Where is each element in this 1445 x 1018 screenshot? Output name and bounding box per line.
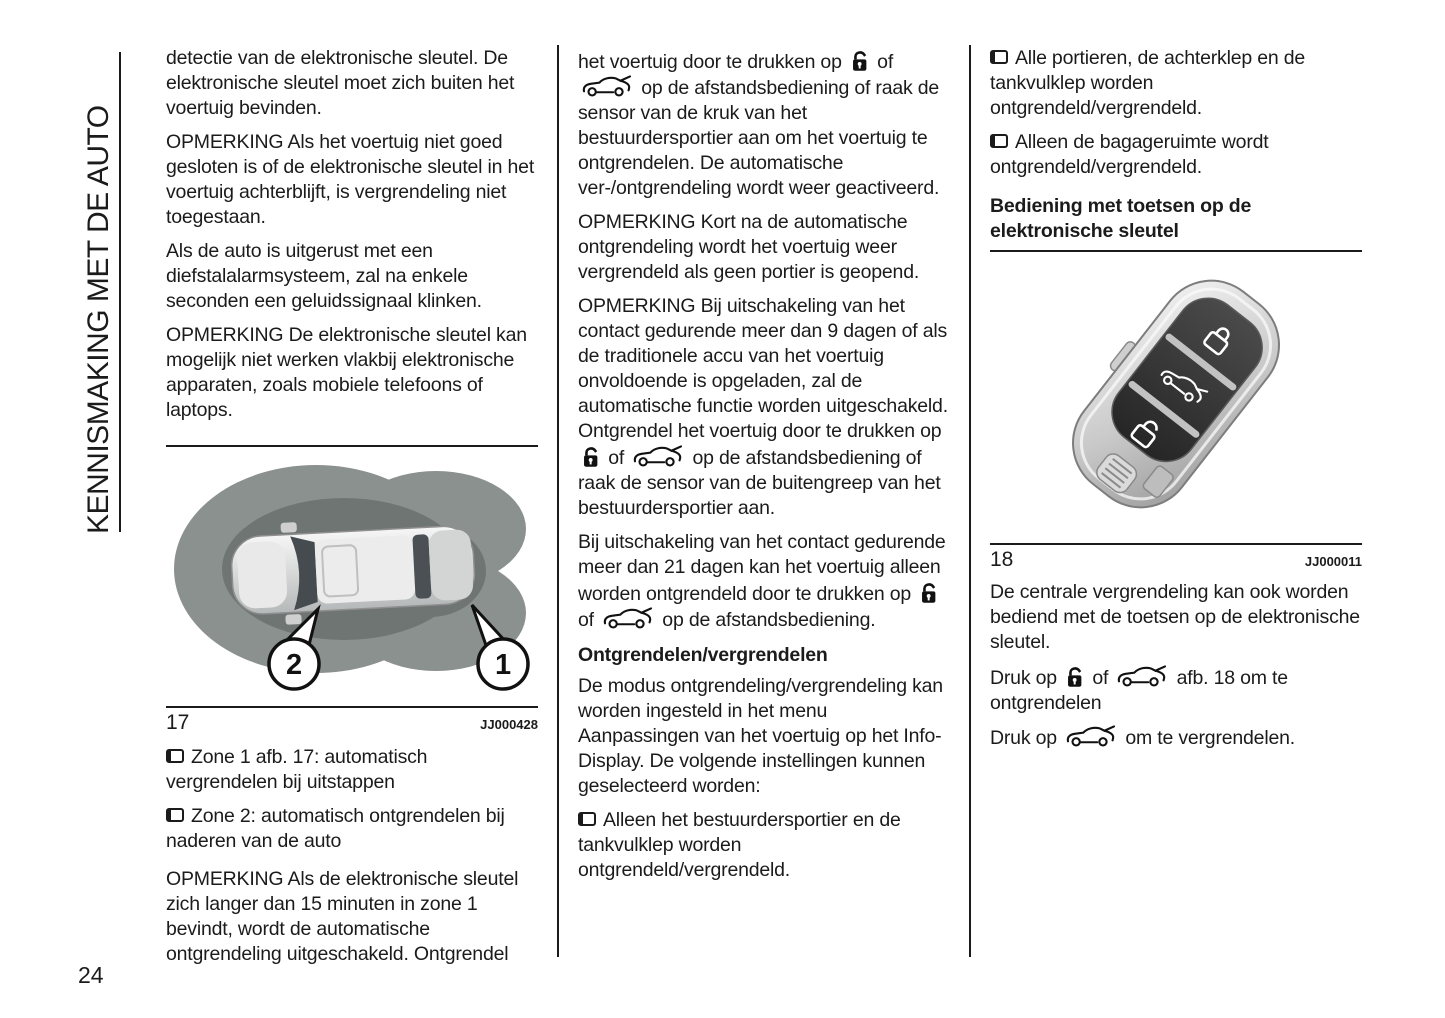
svg-text:1: 1 bbox=[495, 649, 511, 681]
note-paragraph bbox=[578, 294, 950, 521]
figure-caption bbox=[990, 547, 1362, 574]
list-item-text: Alleen het bestuurdersportier en de tankvulklep worden ontgrendeld/vergrendeld. bbox=[578, 809, 901, 881]
unlock-icon bbox=[580, 444, 601, 470]
car-remote-icon bbox=[602, 607, 654, 630]
section-heading: Bediening met toetsen op de elektronische sleutel bbox=[990, 195, 1252, 242]
list-item bbox=[166, 804, 538, 854]
text-segment: Bij uitschakeling van het contact gedurende meer dan 21 dagen kan het voertuig alleen worden ontgrendeld door te drukken op bbox=[578, 531, 946, 605]
unlock-icon bbox=[849, 48, 870, 74]
text-segment: of bbox=[603, 447, 630, 469]
text-segment: op de afstandsbediening. bbox=[657, 609, 876, 631]
text-segment: op de afstandsbediening of raak de sensor van de buitengreep van het bestuurdersportier aan. bbox=[578, 447, 941, 519]
list-item bbox=[166, 745, 538, 795]
paragraph bbox=[578, 530, 950, 633]
section-heading: Ontgrendelen/vergrendelen bbox=[578, 644, 828, 666]
figure-number: 18 bbox=[990, 548, 1014, 571]
text-segment: Druk op bbox=[990, 727, 1063, 749]
figure-bottom-rule bbox=[990, 543, 1362, 545]
key-fob-body bbox=[1046, 258, 1300, 528]
figure-18-key-illustration bbox=[990, 252, 1362, 543]
list-item-text: Zone 2: automatisch ontgrendelen bij naderen van de auto bbox=[166, 805, 505, 852]
text-segment: of bbox=[871, 51, 894, 73]
square-bullet-icon bbox=[166, 749, 184, 763]
paragraph bbox=[578, 48, 950, 201]
list-item bbox=[990, 46, 1362, 121]
figure-caption bbox=[166, 710, 538, 737]
figure-17 bbox=[166, 445, 538, 737]
note-paragraph: OPMERKING Als het voertuig niet goed gesloten is of de elektronische sleutel in het voertuig achterblijft, is vergrendeling niet toegestaan. bbox=[166, 131, 535, 228]
paragraph: De modus ontgrendeling/vergrendeling kan worden ingesteld in het menu Aanpassingen van het voertuig op het Info-Display. De volgende instellingen kunnen geselecteerd worden: bbox=[578, 675, 943, 797]
text-segment: op de afstandsbediening of raak de sensor van de kruk van het bestuurdersportier aan om het voertuig te ontgrendelen. De automatische ver-/ontgrendeling wordt weer geactiveerd. bbox=[578, 77, 940, 199]
paragraph: detectie van de elektronische sleutel. De elektronische sleutel moet zich buiten het voertuig bevinden. bbox=[166, 47, 515, 119]
figure-code: JJ000011 bbox=[1304, 554, 1362, 569]
chapter-title-rule bbox=[119, 52, 121, 532]
svg-text:2: 2 bbox=[286, 649, 302, 681]
list-item-text: Zone 1 afb. 17: automatisch vergrendelen bij uitstappen bbox=[166, 746, 428, 793]
unlock-icon bbox=[918, 580, 939, 606]
list-item bbox=[990, 130, 1362, 180]
text-segment: of bbox=[1087, 667, 1114, 689]
note-paragraph: OPMERKING De elektronische sleutel kan mogelijk niet werken vlakbij elektronische apparaten, zoals mobiele telefoons of laptops. bbox=[166, 324, 527, 421]
text-segment: om te vergrendelen. bbox=[1120, 727, 1295, 749]
column-3 bbox=[990, 46, 1362, 760]
square-bullet-icon bbox=[166, 808, 184, 822]
list-item-text: Alleen de bagageruimte wordt ontgrendeld/vergrendeld. bbox=[990, 131, 1269, 178]
figure-18 bbox=[990, 250, 1362, 574]
text-segment: OPMERKING Bij uitschakeling van het contact gedurende meer dan 9 dagen of als de traditionele accu van het voertuig onvoldoende is opgeladen, zal de automatische functie worden uitgeschakeld. Ontgrendel het voertuig door te drukken op bbox=[578, 295, 948, 442]
paragraph bbox=[990, 664, 1362, 716]
car-remote-icon bbox=[632, 445, 684, 468]
car-remote-icon bbox=[581, 75, 633, 98]
column-1 bbox=[166, 46, 538, 976]
figure-number: 17 bbox=[166, 711, 190, 734]
column-divider-2 bbox=[969, 45, 971, 957]
figure-code: JJ000428 bbox=[480, 717, 538, 732]
column-2 bbox=[578, 48, 950, 892]
paragraph bbox=[990, 725, 1362, 751]
square-bullet-icon bbox=[990, 134, 1008, 148]
chapter-title: KENNISMAKING MET DE AUTO bbox=[82, 105, 115, 534]
text-segment: het voertuig door te drukken op bbox=[578, 51, 847, 73]
text-segment: Druk op bbox=[990, 667, 1063, 689]
note-paragraph: OPMERKING Kort na de automatische ontgrendeling wordt het voertuig weer vergrendeld als geen portier is geopend. bbox=[578, 211, 920, 283]
list-item bbox=[578, 808, 950, 883]
list-item-text: Alle portieren, de achterklep en de tankvulklep worden ontgrendeld/vergrendeld. bbox=[990, 47, 1306, 119]
square-bullet-icon bbox=[578, 812, 596, 826]
text-segment: afb. 18 om te ontgrendelen bbox=[990, 667, 1288, 714]
column-divider-1 bbox=[557, 45, 559, 957]
car-remote-icon bbox=[1065, 725, 1117, 748]
figure-17-zones-illustration bbox=[166, 447, 538, 706]
electronic-key-image bbox=[990, 258, 1362, 530]
unlock-icon bbox=[1064, 664, 1085, 690]
paragraph: De centrale vergrendeling kan ook worden bediend met de toetsen op de elektronische sleutel. bbox=[990, 581, 1360, 653]
square-bullet-icon bbox=[990, 50, 1008, 64]
paragraph: Als de auto is uitgerust met een diefstalalarmsysteem, zal na enkele seconden een geluidssignaal klinken. bbox=[166, 240, 482, 312]
page-number: 24 bbox=[78, 962, 104, 988]
car-remote-icon bbox=[1116, 665, 1168, 688]
figure-bottom-rule bbox=[166, 706, 538, 708]
detection-zones-image bbox=[166, 453, 538, 693]
note-paragraph: OPMERKING Als de elektronische sleutel zich langer dan 15 minuten in zone 1 bevindt, wordt de automatische ontgrendeling uitgeschakeld. Ontgrendel bbox=[166, 868, 519, 965]
text-segment: of bbox=[578, 609, 600, 631]
